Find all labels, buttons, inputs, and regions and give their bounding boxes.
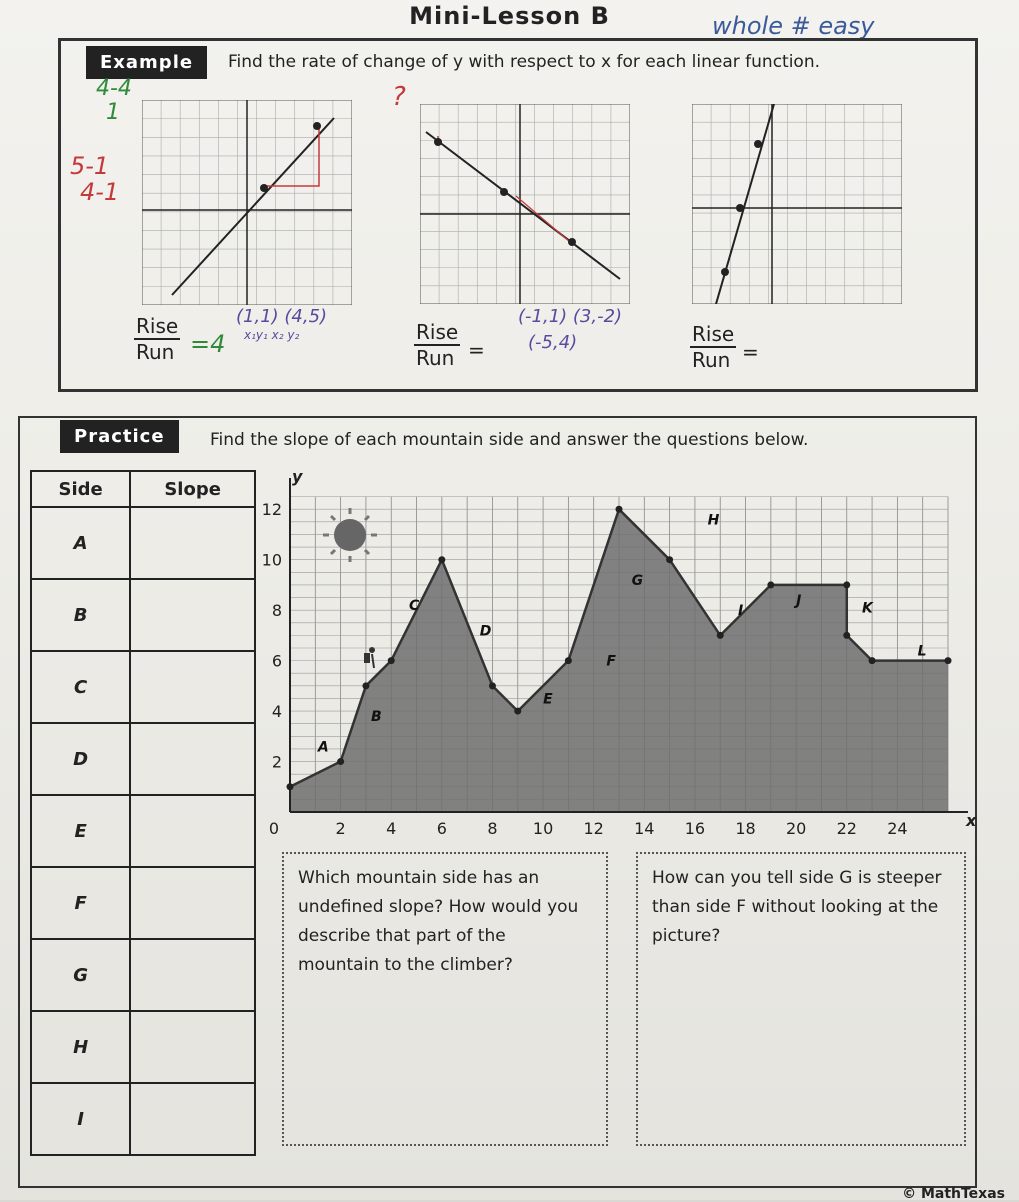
run-label-2: Run [416, 346, 455, 370]
data-point [616, 506, 623, 513]
side-label-k: K [861, 600, 873, 617]
data-point [362, 682, 369, 689]
table-row [31, 1011, 255, 1083]
margin-note-1: 4-4 [96, 76, 132, 101]
table-row [31, 723, 255, 795]
table-header-row [31, 471, 255, 507]
rise-label-3: Rise [692, 322, 735, 346]
y-tick-label: 6 [271, 651, 282, 671]
slope-answer-cell[interactable] [130, 1083, 255, 1155]
slope-answer-cell[interactable] [130, 939, 255, 1011]
data-point [337, 758, 344, 765]
data-point [843, 581, 850, 588]
rise-label-2: Rise [416, 320, 459, 344]
x-tick-label: 12 [583, 819, 604, 838]
data-point [388, 657, 395, 664]
x-tick-label: 10 [532, 819, 554, 838]
side-label-g: G [631, 572, 644, 589]
y-tick-label: 12 [261, 500, 282, 520]
y-tick-label: 8 [271, 601, 282, 621]
points-2a: (-1,1) (3,-2) [518, 306, 623, 327]
run-label-1: Run [136, 340, 175, 364]
data-point [565, 657, 572, 664]
example-graph-2 [420, 104, 630, 304]
table-row [31, 651, 255, 723]
data-point [717, 632, 724, 639]
side-label-b: B [370, 709, 382, 726]
question-box-1[interactable] [282, 852, 608, 1146]
side-label-a: A [317, 739, 329, 756]
practice-label: Practice [60, 420, 179, 453]
side-label-d: D [479, 623, 492, 640]
points-1b: x₁y₁ x₂ y₂ [244, 328, 300, 342]
side-label: E [31, 795, 130, 867]
rise-run-3 [690, 322, 736, 372]
table-row [31, 795, 255, 867]
example-graph-1 [142, 100, 352, 305]
margin-note-4: 4-1 [80, 178, 120, 206]
side-label: I [31, 1083, 130, 1155]
slope-answer-cell[interactable] [130, 651, 255, 723]
equals-2: = [468, 338, 485, 362]
slope-answer-cell[interactable] [130, 579, 255, 651]
table-row [31, 1083, 255, 1155]
mountain-chart [258, 470, 978, 840]
x-tick-label: 16 [684, 819, 706, 838]
question-1-text: Which mountain side has an undefined slope? How would you describe that part of the mountain to the climber? [298, 868, 579, 975]
x-tick-label: 20 [785, 819, 807, 838]
margin-note-3: 5-1 [70, 152, 110, 180]
question-box-2[interactable] [636, 852, 966, 1146]
data-point [666, 556, 673, 563]
side-label-e: E [543, 691, 553, 708]
x-axis-label: x [966, 811, 977, 830]
slope-answer-cell[interactable] [130, 723, 255, 795]
x-tick-label: 6 [436, 819, 447, 838]
x-tick-label: 8 [487, 819, 498, 838]
margin-note-5: ? [392, 82, 406, 112]
page-title: Mini-Lesson B [409, 2, 610, 30]
side-label-i: I [737, 603, 744, 620]
example-label: Example [86, 46, 207, 79]
side-label: C [31, 651, 130, 723]
side-label: H [31, 1011, 130, 1083]
table-row [31, 867, 255, 939]
data-point [869, 657, 876, 664]
x-tick-label: 14 [634, 819, 655, 838]
side-label: A [31, 507, 130, 579]
data-point [514, 708, 521, 715]
rise-label-1: Rise [136, 314, 179, 338]
side-label: D [31, 723, 130, 795]
side-label-j: J [796, 593, 802, 610]
x-tick-label: 18 [735, 819, 756, 838]
question-2-text: How can you tell side G is steeper than side F without looking at the picture? [652, 868, 942, 946]
side-label-c: C [408, 598, 420, 615]
side-label: B [31, 579, 130, 651]
header-side: Side [31, 471, 130, 507]
copyright-footer: © MathTexas [902, 1186, 1005, 1202]
points-2b: (-5,4) [528, 332, 578, 353]
rise-run-2 [414, 320, 460, 370]
x-tick-label: 0 [268, 819, 280, 838]
table-row [31, 579, 255, 651]
header-slope: Slope [130, 471, 255, 507]
side-label: G [31, 939, 130, 1011]
x-tick-label: 4 [386, 819, 397, 838]
points-1a: (1,1) (4,5) [236, 306, 328, 327]
data-point [489, 682, 496, 689]
equals-3: = [742, 340, 759, 364]
side-label-h: H [707, 512, 720, 529]
practice-prompt: Find the slope of each mountain side and answer the questions below. [210, 430, 809, 450]
data-point [767, 581, 774, 588]
slope-answer-cell[interactable] [130, 1011, 255, 1083]
x-tick-labels [269, 819, 908, 838]
slope-answer-cell[interactable] [130, 867, 255, 939]
data-point [438, 556, 445, 563]
data-point [843, 632, 850, 639]
x-tick-label: 22 [836, 819, 857, 838]
sun-icon [323, 508, 377, 562]
y-tick-label: 4 [271, 702, 282, 722]
side-label-f: F [606, 653, 616, 670]
slope-table [30, 470, 256, 1156]
slope-answer-cell[interactable] [130, 795, 255, 867]
table-row [31, 939, 255, 1011]
handwritten-note: whole # easy [712, 12, 875, 40]
rise-run-1 [134, 314, 180, 364]
y-tick-label: 2 [271, 752, 282, 772]
answer-1: =4 [190, 330, 226, 358]
x-tick-label: 24 [887, 819, 908, 838]
slope-answer-cell[interactable] [130, 507, 255, 579]
y-tick-label: 10 [261, 550, 282, 570]
y-axis-label: y [292, 470, 303, 486]
side-label-l: L [917, 643, 927, 660]
run-label-3: Run [692, 348, 731, 372]
y-tick-labels [262, 500, 282, 771]
example-graph-3 [692, 104, 902, 304]
data-point [945, 657, 952, 664]
example-prompt: Find the rate of change of y with respect to x for each linear function. [228, 52, 821, 72]
margin-note-2: 1 [106, 100, 120, 125]
side-label: F [31, 867, 130, 939]
table-row [31, 507, 255, 579]
x-tick-label: 2 [335, 819, 346, 838]
